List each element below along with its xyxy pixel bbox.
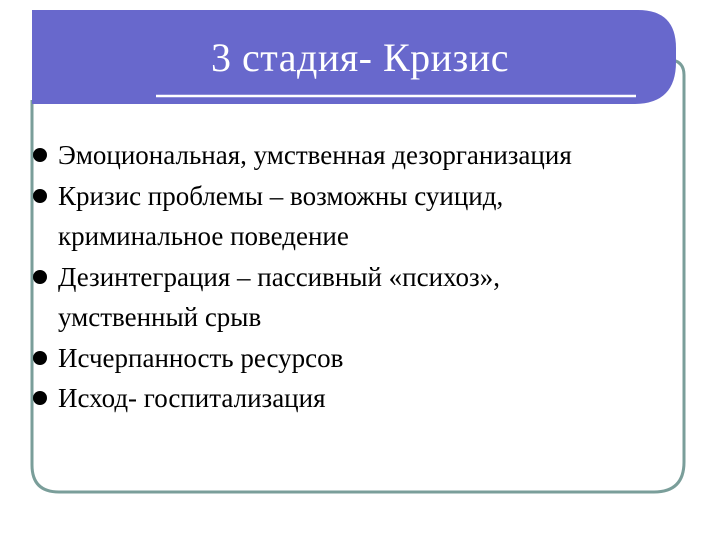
- bullet-item: [30, 378, 680, 419]
- bullet-list: [30, 135, 680, 419]
- bullet-item: [30, 176, 680, 257]
- bullet-dot-icon: [33, 270, 47, 284]
- bullet-dot-icon: [33, 351, 47, 365]
- bullet-dot-icon: [33, 148, 47, 162]
- bullet-dot-icon: [33, 391, 47, 405]
- bullet-text: Кризис проблемы – возможны суицид,: [58, 180, 504, 211]
- bullet-text: Дезинтеграция – пассивный «психоз»,: [58, 261, 500, 292]
- slide-title: 3 стадия- Кризис: [211, 35, 509, 80]
- bullet-item: [30, 338, 680, 379]
- bullet-text: Эмоциональная, умственная дезорганизация: [58, 140, 572, 170]
- bullet-text: Исчерпанность ресурсов: [58, 342, 344, 373]
- bullet-item: [30, 257, 680, 338]
- bullet-item: [30, 135, 680, 176]
- bullet-text-continuation: умственный срыв: [58, 302, 262, 332]
- bullet-text-continuation: криминальное поведение: [58, 221, 349, 251]
- bullet-dot-icon: [33, 189, 47, 203]
- bullet-text: Исход- госпитализация: [58, 383, 326, 413]
